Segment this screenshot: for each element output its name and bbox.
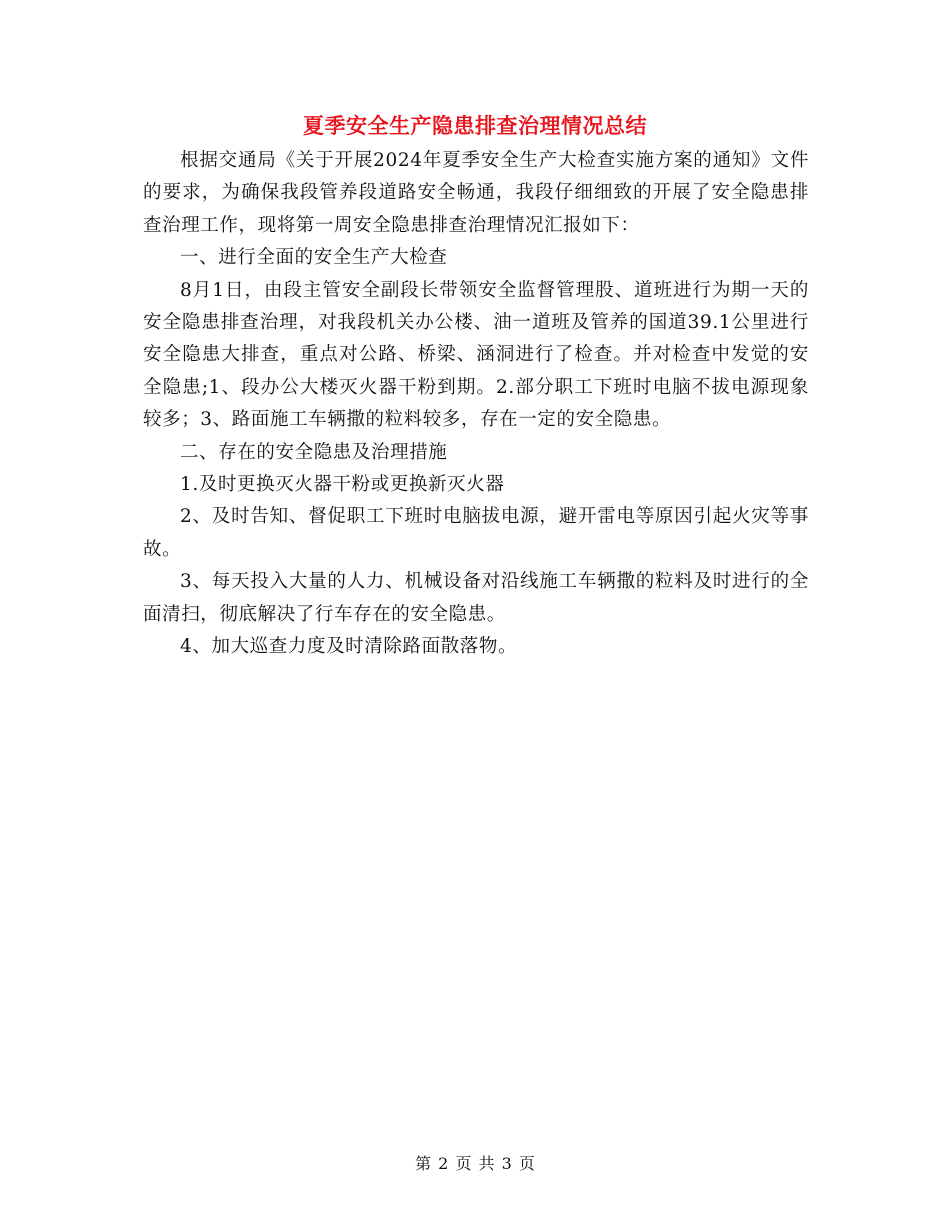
measure-item-2: 2、及时告知、督促职工下班时电脑拔电源，避开雷电等原因引起火灾等事故。 [143,506,809,560]
section-heading-2: 二、存在的安全隐患及治理措施 [180,441,448,463]
page-number-footer: 第 2 页 共 3 页 [415,1154,535,1173]
paragraph-intro: 根据交通局《关于开展2024年夏季安全生产大检查实施方案的通知》文件的要求，为确保我段管养段道路安全畅通，我段仔细细致的开展了安全隐患排查治理工作，现将第一周安全隐患排查治理情况汇报如下： [143,150,809,236]
measure-item-1: 1.及时更换灭火器干粉或更换新灭火器 [180,474,505,496]
document-body [143,145,809,664]
document-title: 夏季安全生产隐患排查治理情况总结 [303,113,647,138]
measure-item-4: 4、加大巡查力度及时清除路面散落物。 [180,636,518,658]
section-heading-1: 一、进行全面的安全生产大检查 [180,247,448,269]
paragraph-inspection: 8月1日，由段主管安全副段长带领安全监督管理股、道班进行为期一天的安全隐患排查治理，对我段机关办公楼、油一道班及管养的国道39.1公里进行安全隐患大排查，重点对公路、桥梁、涵洞进行了检查。并对检查中发觉的安全隐患;1、段办公大楼灭火器干粉到期。2.部分职工下班时电脑不拔电源现象较多；3、路面施工车辆撒的粒料较多，存在一定的安全隐患。 [143,279,809,431]
measure-item-3: 3、每天投入大量的人力、机械设备对沿线施工车辆撒的粒料及时进行的全面清扫，彻底解决了行车存在的安全隐患。 [143,571,809,625]
